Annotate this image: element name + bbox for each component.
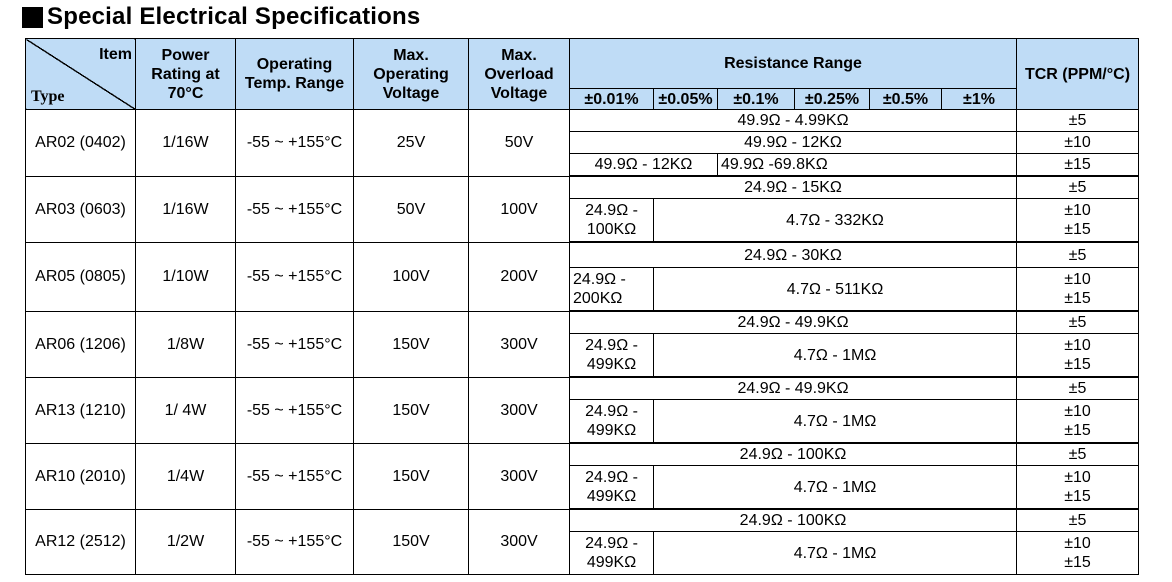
vmax-cell: 25V xyxy=(354,110,469,177)
table-row xyxy=(26,110,1139,132)
overload-voltage-header: Max. Overload Voltage xyxy=(469,39,570,110)
resistance-cell: 24.9Ω - 30KΩ xyxy=(570,242,1017,268)
temp-cell: -55 ~ +155°C xyxy=(236,110,354,177)
vover-cell: 300V xyxy=(469,377,570,443)
power-cell: 1/8W xyxy=(136,311,236,377)
type-cell: AR06 (1206) xyxy=(26,311,136,377)
table-row xyxy=(26,509,1139,532)
resistance-cell: 4.7Ω - 1MΩ xyxy=(654,466,1017,510)
page-title: Special Electrical Specifications xyxy=(47,3,421,30)
resistance-cell: 49.9Ω - 4.99KΩ xyxy=(570,110,1017,132)
temp-cell: -55 ~ +155°C xyxy=(236,242,354,311)
resistance-cell: 24.9Ω - 49.9KΩ xyxy=(570,311,1017,334)
resistance-cell: 24.9Ω - 499KΩ xyxy=(570,400,654,444)
page-title-wrap xyxy=(22,2,420,32)
vover-cell: 50V xyxy=(469,110,570,177)
power-cell: 1/10W xyxy=(136,242,236,311)
max-voltage-header: Max. Operating Voltage xyxy=(354,39,469,110)
resistance-range-header: Resistance Range xyxy=(570,39,1017,89)
power-cell: 1/16W xyxy=(136,176,236,242)
temp-range-header: Operating Temp. Range xyxy=(236,39,354,110)
vover-cell: 300V xyxy=(469,509,570,575)
tcr-value: ±15 xyxy=(1064,290,1091,307)
tcr-cell: ±5 xyxy=(1017,377,1139,400)
spec-table xyxy=(25,38,1139,575)
tcr-cell xyxy=(1017,466,1139,510)
type-cell: AR12 (2512) xyxy=(26,509,136,575)
vmax-cell: 150V xyxy=(354,443,469,509)
tolerance-header: ±0.1% xyxy=(718,89,795,110)
tcr-cell xyxy=(1017,532,1139,575)
tolerance-header: ±0.25% xyxy=(795,89,870,110)
item-header-label: Item xyxy=(99,46,132,63)
type-cell: AR10 (2010) xyxy=(26,443,136,509)
tcr-value: ±10 xyxy=(1064,202,1091,219)
resistance-cell: 4.7Ω - 1MΩ xyxy=(654,532,1017,575)
vmax-cell: 150V xyxy=(354,377,469,443)
type-cell: AR13 (1210) xyxy=(26,377,136,443)
resistance-cell: 24.9Ω - 100KΩ xyxy=(570,443,1017,466)
tcr-value: ±10 xyxy=(1064,535,1091,552)
temp-cell: -55 ~ +155°C xyxy=(236,311,354,377)
vmax-cell: 150V xyxy=(354,311,469,377)
tcr-cell: ±5 xyxy=(1017,311,1139,334)
power-cell: 1/16W xyxy=(136,110,236,177)
resistance-cell: 24.9Ω - 200KΩ xyxy=(570,268,654,312)
type-header-label: Type xyxy=(31,88,65,105)
tcr-cell xyxy=(1017,268,1139,312)
vover-cell: 200V xyxy=(469,242,570,311)
vmax-cell: 50V xyxy=(354,176,469,242)
tcr-value: ±10 xyxy=(1064,469,1091,486)
tolerance-header: ±0.05% xyxy=(654,89,718,110)
table-row xyxy=(26,443,1139,466)
resistance-cell: 24.9Ω - 15KΩ xyxy=(570,176,1017,199)
type-cell: AR02 (0402) xyxy=(26,110,136,177)
temp-cell: -55 ~ +155°C xyxy=(236,509,354,575)
resistance-cell: 49.9Ω - 12KΩ xyxy=(570,154,718,177)
tcr-value: ±15 xyxy=(1064,221,1091,238)
resistance-cell: 49.9Ω -69.8KΩ xyxy=(718,154,1017,177)
resistance-cell: 4.7Ω - 1MΩ xyxy=(654,334,1017,378)
tcr-cell: ±5 xyxy=(1017,509,1139,532)
tcr-cell: ±10 xyxy=(1017,132,1139,154)
temp-cell: -55 ~ +155°C xyxy=(236,443,354,509)
title-square-icon xyxy=(22,7,43,28)
tolerance-header: ±0.01% xyxy=(570,89,654,110)
item-type-header xyxy=(26,39,136,110)
table-row xyxy=(26,377,1139,400)
tcr-value: ±15 xyxy=(1064,356,1091,373)
resistance-cell: 4.7Ω - 1MΩ xyxy=(654,400,1017,444)
vmax-cell: 100V xyxy=(354,242,469,311)
resistance-cell: 24.9Ω - 100KΩ xyxy=(570,199,654,243)
table-row xyxy=(26,176,1139,199)
vover-cell: 300V xyxy=(469,311,570,377)
tcr-cell xyxy=(1017,199,1139,243)
resistance-cell: 24.9Ω - 499KΩ xyxy=(570,466,654,510)
vover-cell: 300V xyxy=(469,443,570,509)
vmax-cell: 150V xyxy=(354,509,469,575)
tcr-cell xyxy=(1017,334,1139,378)
tolerance-header: ±0.5% xyxy=(870,89,942,110)
resistance-cell: 24.9Ω - 100KΩ xyxy=(570,509,1017,532)
temp-cell: -55 ~ +155°C xyxy=(236,176,354,242)
resistance-cell: 24.9Ω - 499KΩ xyxy=(570,334,654,378)
power-cell: 1/4W xyxy=(136,443,236,509)
resistance-cell: 24.9Ω - 499KΩ xyxy=(570,532,654,575)
table-row xyxy=(26,311,1139,334)
resistance-cell: 49.9Ω - 12KΩ xyxy=(570,132,1017,154)
tcr-header: TCR (PPM/°C) xyxy=(1017,39,1139,110)
vover-cell: 100V xyxy=(469,176,570,242)
tcr-cell: ±15 xyxy=(1017,154,1139,177)
resistance-cell: 4.7Ω - 511KΩ xyxy=(654,268,1017,312)
tcr-value: ±15 xyxy=(1064,422,1091,439)
power-rating-header: Power Rating at 70°C xyxy=(136,39,236,110)
resistance-cell: 4.7Ω - 332KΩ xyxy=(654,199,1017,243)
tcr-cell xyxy=(1017,400,1139,444)
power-cell: 1/ 4W xyxy=(136,377,236,443)
tolerance-header: ±1% xyxy=(942,89,1017,110)
tcr-cell: ±5 xyxy=(1017,176,1139,199)
tcr-value: ±10 xyxy=(1064,271,1091,288)
tcr-cell: ±5 xyxy=(1017,110,1139,132)
temp-cell: -55 ~ +155°C xyxy=(236,377,354,443)
tcr-value: ±15 xyxy=(1064,554,1091,571)
type-cell: AR03 (0603) xyxy=(26,176,136,242)
power-cell: 1/2W xyxy=(136,509,236,575)
tcr-value: ±10 xyxy=(1064,403,1091,420)
tcr-value: ±15 xyxy=(1064,488,1091,505)
type-cell: AR05 (0805) xyxy=(26,242,136,311)
tcr-cell: ±5 xyxy=(1017,443,1139,466)
tcr-cell: ±5 xyxy=(1017,242,1139,268)
table-row xyxy=(26,242,1139,268)
tcr-value: ±10 xyxy=(1064,337,1091,354)
resistance-cell: 24.9Ω - 49.9KΩ xyxy=(570,377,1017,400)
